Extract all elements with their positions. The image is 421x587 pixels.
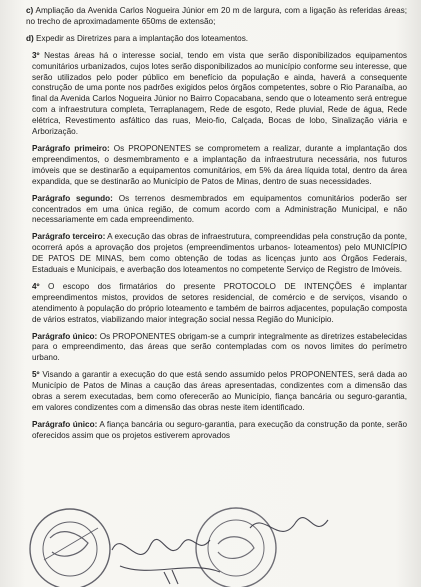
clause-4 [26, 282, 407, 326]
paragraph-second [26, 194, 407, 227]
clause-5-text: Visando a garantir a execução do que está sendo assumido pelos PROPONENTES, será dada ao Município de Patos de Minas a caução das áreas apresentadas, condizentes com a dimensão das obras a serem executadas, bem como oferecerão ao Município, fiança bancária ou seguro-garantia, em valores condizentes com a dimensão das obras neste item identificado. [32, 370, 407, 412]
clause-5-label: 5º [32, 370, 40, 380]
item-c-text: Ampliação da Avenida Carlos Nogueira Júnior em 20 m de largura, com a ligação às referidas áreas; no trecho de aproximadamente 650ms de extensão; [26, 6, 408, 26]
paragraph-unique-1-text: Os PROPONENTES obrigam-se a cumprir integralmente as diretrizes estabelecidas para o empreendimento, das áreas que serão contempladas com os novos limites do perímetro urbano. [32, 331, 407, 363]
paragraph-unique-2-label: Parágrafo único: [32, 419, 98, 429]
paragraph-third-text: A execução das obras de infraestrutura, compreendidas pela construção da ponte, ocorrerá após a aprovação dos projetos (empreendimentos urbanos- loteamentos) pelo MUNICÍPIO DE PATOS DE MINAS, bem como obtenção de todas as licenças junto aos Órgãos Federais, Estaduais e Municipais, e averbação dos loteamentos no competente Serviço de Registro de Imóveis. [32, 232, 407, 275]
paragraph-second-label: Parágrafo segundo: [32, 193, 113, 203]
paragraph-first [26, 144, 407, 188]
signature-scribbles [112, 518, 328, 584]
seal-left [30, 509, 110, 587]
paragraph-first-text: Os PROPONENTES se comprometem a realizar, durante a implantação dos empreendimentos, o desmembramento e a implantação da infraestrutura necessária, nos futuros imóveis que se destinarão a equipamentos comunitários, em 5% da área líquida total, dentro da área expandida, que se destinarão ao Município de Patos de Minas, dentro de suas necessidades. [32, 143, 407, 186]
item-c-label: c) [26, 6, 34, 15]
paragraph-first-label: Parágrafo primeiro: [32, 143, 110, 153]
item-d [26, 34, 407, 45]
paragraph-second-text: Os terrenos desmembrados em equipamentos comunitários poderão ser concentrados em uma única região, de comum acordo com a Administração Municipal, e não necessariamente em cada empreendimento. [32, 193, 408, 225]
item-d-text: Expedir as Diretrizes para a implantação dos loteamentos. [36, 33, 249, 43]
item-c [26, 6, 407, 28]
paragraph-unique-1-label: Parágrafo único: [32, 331, 98, 341]
seal-right [196, 508, 276, 587]
clause-3-text: Nestas áreas há o interesse social, tendo em vista que serão disponibilizados equipamentos comunitários urbanizados, cujos lotes serão disponibilizados ao município conforme seu interesse, que serão utilizados pelo poder público em benefício da população e ainda, haverá a consequente construção de uma ponte nos padrões exigidos pelos órgãos competentes, sobre o Rio Paranaíba, ao final da Avenida Carlos Nogueira Júnior no Bairro Copacabana, sendo que o loteamento será entregue com a infraestrutura completa, Terraplanagem, Rede de esgoto, Rede pluvial, Rede de água, Rede elétrica, Revestimento asfáltico das ruas, Meio-fio, Calçada, Bocas de lobo, Sinalização viária e Arborização. [32, 50, 407, 137]
clause-3 [26, 51, 407, 138]
item-d-label: d) [26, 33, 34, 43]
clause-4-label: 4º [32, 281, 40, 291]
clause-5 [26, 370, 407, 414]
paragraph-third-label: Parágrafo terceiro: [32, 232, 106, 242]
paragraph-unique-2 [26, 420, 407, 442]
paragraph-unique-2-text: A fiança bancária ou seguro-garantia, para execução da construção da ponte, serão oferecidos assim que os projetos estiverem aprovados [32, 419, 408, 440]
clause-4-text: O escopo dos firmatários do presente PROTOCOLO DE INTENÇÕES é implantar empreendimentos mistos, providos de setores residencial, de comércio e de serviços, visando o atendimento à população do próprio loteamento e também de bairros adjacentes, população composta de vários estratos, viabilizando maior integração social nessa Região do Município. [32, 281, 407, 324]
paragraph-third [26, 232, 407, 276]
clause-3-label: 3º [32, 50, 40, 60]
paragraph-unique-1 [26, 332, 407, 365]
